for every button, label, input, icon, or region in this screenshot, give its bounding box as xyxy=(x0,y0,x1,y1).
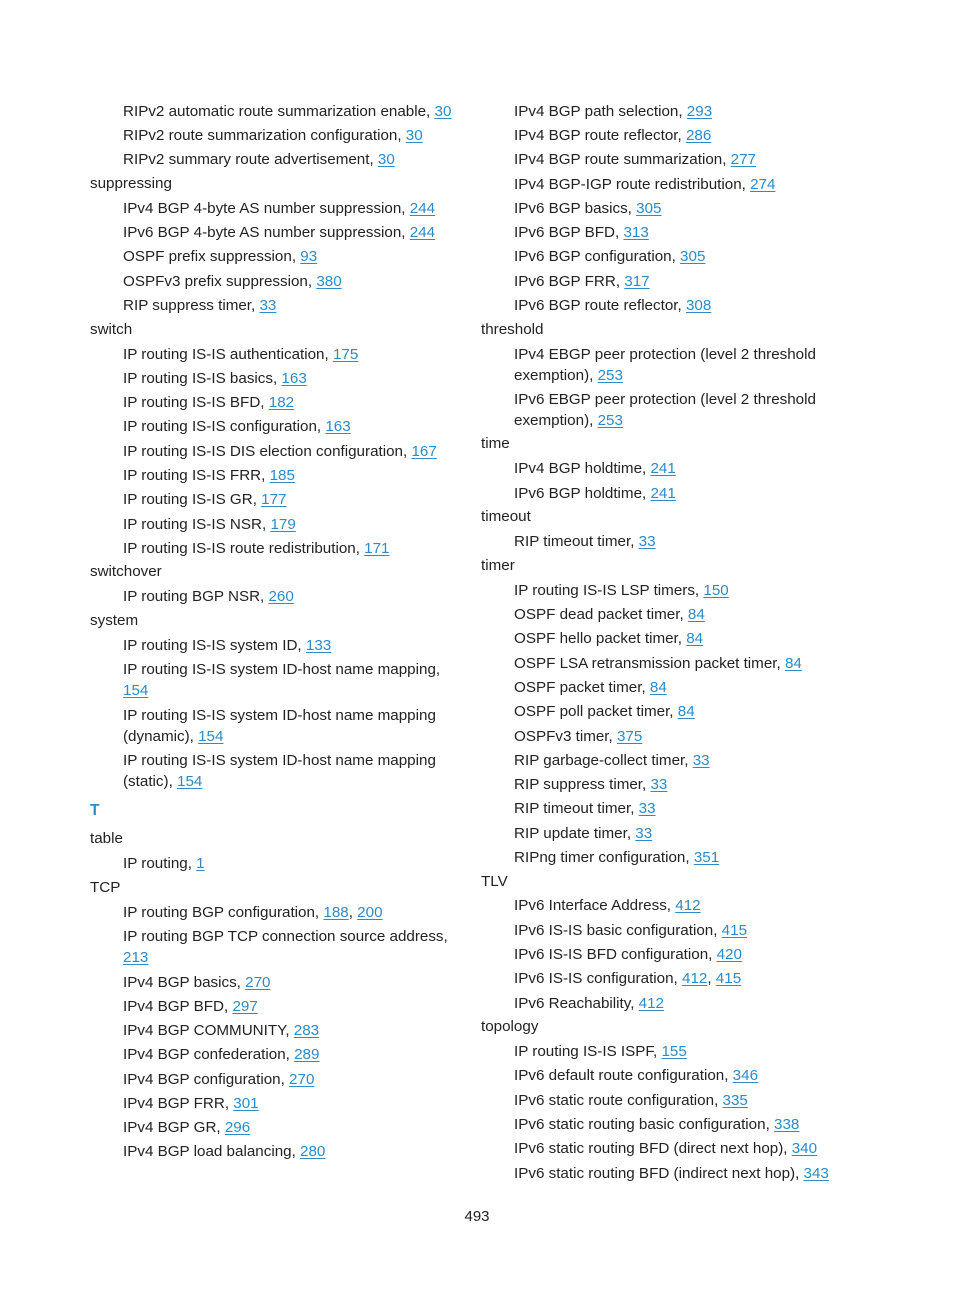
index-entry xyxy=(481,1112,861,1136)
index-entry xyxy=(90,390,462,414)
page-link[interactable]: 1 xyxy=(196,855,205,873)
index-entry xyxy=(90,703,462,748)
index-entry xyxy=(481,821,861,845)
page-link[interactable]: 308 xyxy=(685,296,712,314)
index-entry xyxy=(90,366,462,390)
index-term-table: table xyxy=(90,830,123,848)
index-entry-label: IP routing IS-IS system ID-host name mapping, xyxy=(123,661,441,679)
page-link[interactable]: 155 xyxy=(661,1043,687,1061)
index-entry xyxy=(481,293,861,317)
index-entry-label: IPv4 BGP route reflector, xyxy=(514,126,686,144)
index-entry-label: IP routing IS-IS ISPF, xyxy=(514,1043,662,1061)
index-entry xyxy=(90,1067,462,1091)
page-link[interactable]: 163 xyxy=(281,369,307,387)
index-entry xyxy=(481,220,861,244)
index-entry-label: OSPFv3 prefix suppression, xyxy=(123,272,317,290)
index-entry xyxy=(481,942,861,966)
index-entry-label: OSPF dead packet timer, xyxy=(514,606,688,624)
index-entry xyxy=(90,585,462,609)
index-entry-label: RIP suppress timer, xyxy=(514,776,651,794)
index-entry xyxy=(481,918,861,942)
index-entry-label: RIP suppress timer, xyxy=(123,296,260,314)
page-link[interactable]: 412 xyxy=(675,897,701,915)
page-link[interactable]: 154 xyxy=(177,772,203,790)
page-link[interactable]: 33 xyxy=(650,776,668,794)
page-link[interactable]: 270 xyxy=(245,973,271,991)
page-link[interactable]: 301 xyxy=(233,1094,259,1112)
index-entry-label: IP routing BGP TCP connection source address, xyxy=(123,928,448,946)
page-link[interactable]: 305 xyxy=(680,248,706,266)
page-link[interactable]: 280 xyxy=(300,1143,326,1161)
index-entry xyxy=(90,852,462,876)
index-entry-label: IPv4 BGP BFD, xyxy=(123,997,233,1015)
page-link[interactable]: 241 xyxy=(650,460,676,478)
page-link[interactable]: 380 xyxy=(316,272,342,290)
page-link[interactable]: 33 xyxy=(635,824,653,842)
page-link[interactable]: 335 xyxy=(722,1091,748,1109)
index-entry-label: OSPF prefix suppression, xyxy=(123,248,301,266)
index-entry xyxy=(481,675,861,699)
index-term-tlv: TLV xyxy=(481,872,508,890)
index-entry xyxy=(90,463,462,487)
index-entry xyxy=(90,269,462,293)
index-entry-label: IPv4 BGP 4-byte AS number suppression, xyxy=(123,199,410,217)
page-link[interactable]: 375 xyxy=(616,727,643,745)
index-entry-label: IPv6 static routing BFD (direct next hop), xyxy=(514,1140,792,1158)
index-entry xyxy=(481,269,861,293)
index-entry-label: IPv6 BGP route reflector, xyxy=(514,296,686,314)
index-entry xyxy=(481,457,861,481)
index-entry-label: RIP garbage-collect timer, xyxy=(514,751,693,769)
index-entry xyxy=(481,99,861,123)
index-entry-label: IPv6 Reachability, xyxy=(514,994,639,1012)
index-entry xyxy=(90,536,462,560)
page-link[interactable]: 270 xyxy=(289,1070,315,1088)
page-link[interactable]: 420 xyxy=(716,946,742,964)
page-link[interactable]: 289 xyxy=(294,1046,320,1064)
page-link[interactable]: 84 xyxy=(677,703,695,721)
page-link[interactable]: 241 xyxy=(650,484,676,502)
index-entry xyxy=(90,633,462,657)
index-term-system: system xyxy=(90,611,139,629)
index-entry-label: RIP update timer, xyxy=(514,824,636,842)
index-entry-label: IPv4 BGP configuration, xyxy=(123,1070,290,1088)
index-term-suppressing: suppressing xyxy=(90,174,172,192)
index-entry xyxy=(90,658,462,703)
page-link[interactable]: 338 xyxy=(774,1116,800,1134)
index-entry-label: RIPv2 route summarization configuration, xyxy=(123,126,406,144)
index-entry xyxy=(481,245,861,269)
index-entry xyxy=(481,1137,861,1161)
index-entry-label: IP routing BGP NSR, xyxy=(123,588,269,606)
index-entry-label: IP routing IS-IS DIS election configuration, xyxy=(123,442,412,460)
index-entry xyxy=(481,724,861,748)
index-entry-label: IP routing IS-IS NSR, xyxy=(123,515,271,533)
page-link[interactable]: 84 xyxy=(686,630,704,648)
index-entry xyxy=(90,293,462,317)
index-entry-label: IPv4 BGP path selection, xyxy=(514,102,687,120)
index-entry xyxy=(90,1018,462,1042)
index-entry xyxy=(481,991,861,1015)
index-entry xyxy=(90,488,462,512)
page-link[interactable]: 133 xyxy=(305,636,332,654)
page-link[interactable]: 274 xyxy=(750,175,776,193)
index-entry-label: IP routing IS-IS GR, xyxy=(123,491,262,509)
index-entry-label: IPv4 EBGP peer protection (level 2 threshold exemption), xyxy=(514,345,816,384)
page-separator: , xyxy=(348,903,358,921)
page-link[interactable]: 277 xyxy=(730,151,756,169)
page-link[interactable]: 296 xyxy=(224,1119,251,1137)
page-link[interactable]: 30 xyxy=(405,126,423,144)
index-entry-label: IPv4 BGP-IGP route redistribution, xyxy=(514,175,751,193)
page-link[interactable]: 154 xyxy=(198,727,224,745)
index-entry-label: IP routing BGP configuration, xyxy=(123,903,324,921)
page-link[interactable]: 297 xyxy=(232,997,258,1015)
index-entry-label: IP routing IS-IS BFD, xyxy=(123,394,269,412)
page-link[interactable]: 244 xyxy=(409,199,436,217)
index-entry-label: IPv6 IS-IS BFD configuration, xyxy=(514,946,717,964)
page-link[interactable]: 84 xyxy=(687,606,705,624)
index-entry-label: IPv6 BGP BFD, xyxy=(514,224,624,242)
page-link[interactable]: 179 xyxy=(270,515,296,533)
page-link[interactable]: 33 xyxy=(638,533,656,551)
index-entry-label: IP routing IS-IS system ID-host name mapping (dynamic), xyxy=(123,706,436,745)
index-column-left xyxy=(90,99,462,1164)
index-entry-label: OSPF hello packet timer, xyxy=(514,630,687,648)
index-term-tcp: TCP xyxy=(90,878,121,896)
index-term-switchover: switchover xyxy=(90,563,162,581)
page-link[interactable]: 171 xyxy=(364,539,390,557)
index-entry xyxy=(90,196,462,220)
index-entry xyxy=(90,99,462,123)
index-entry xyxy=(90,1140,462,1164)
page-link[interactable]: 305 xyxy=(636,199,662,217)
page-link[interactable]: 253 xyxy=(597,411,623,429)
page-link[interactable]: 84 xyxy=(784,654,802,672)
index-entry-label: OSPF LSA retransmission packet timer, xyxy=(514,654,785,672)
index-entry xyxy=(90,512,462,536)
index-entry xyxy=(90,123,462,147)
index-letter-heading: T xyxy=(90,802,100,820)
page-link[interactable]: 253 xyxy=(597,366,623,384)
index-entry-label: IPv4 BGP holdtime, xyxy=(514,460,651,478)
page-link[interactable]: 351 xyxy=(693,848,720,866)
index-entry xyxy=(90,415,462,439)
index-entry-label: RIP timeout timer, xyxy=(514,800,639,818)
page-link[interactable]: 244 xyxy=(409,224,436,242)
index-entry-label: IPv6 static routing basic configuration, xyxy=(514,1116,775,1134)
page-link[interactable]: 346 xyxy=(732,1067,759,1085)
index-entry-label: IPv4 BGP GR, xyxy=(123,1119,225,1137)
page-link[interactable]: 343 xyxy=(803,1164,829,1182)
index-entry xyxy=(90,1116,462,1140)
index-entry-label: IPv4 BGP route summarization, xyxy=(514,151,731,169)
index-term-timer: timer xyxy=(481,556,515,574)
index-entry-label: IPv6 static routing BFD (indirect next hop), xyxy=(514,1164,804,1182)
index-term-threshold: threshold xyxy=(481,320,544,338)
index-entry-label: IPv6 IS-IS basic configuration, xyxy=(514,921,722,939)
index-entry-label: IPv6 static route configuration, xyxy=(514,1091,723,1109)
page-link[interactable]: 188 xyxy=(323,903,349,921)
page-link[interactable]: 260 xyxy=(268,588,294,606)
index-column-right xyxy=(481,99,861,1185)
page-link[interactable]: 33 xyxy=(259,296,277,314)
index-entry-label: IP routing IS-IS route redistribution, xyxy=(123,539,365,557)
index-term-topology: topology xyxy=(481,1018,539,1036)
page-link[interactable]: 150 xyxy=(703,581,729,599)
index-entry-label: IP routing IS-IS LSP timers, xyxy=(514,581,704,599)
index-entry xyxy=(481,530,861,554)
index-entry xyxy=(481,967,861,991)
page-link[interactable]: 412 xyxy=(638,994,664,1012)
page-link[interactable]: 177 xyxy=(261,491,287,509)
page-link[interactable]: 415 xyxy=(715,970,742,988)
index-term-switch: switch xyxy=(90,320,133,338)
index-entry xyxy=(481,748,861,772)
page-link[interactable]: 30 xyxy=(377,151,395,169)
page-link[interactable]: 412 xyxy=(682,970,708,988)
page-separator: , xyxy=(707,970,716,988)
index-term-time: time xyxy=(481,435,510,453)
page-link[interactable]: 33 xyxy=(638,800,656,818)
index-entry xyxy=(481,845,861,869)
index-entry-label: IPv4 BGP COMMUNITY, xyxy=(123,1022,294,1040)
index-entry xyxy=(481,894,861,918)
index-entry xyxy=(481,342,861,387)
page-link[interactable]: 283 xyxy=(293,1022,320,1040)
index-entry xyxy=(481,196,861,220)
page-link[interactable]: 415 xyxy=(721,921,748,939)
index-entry xyxy=(90,748,462,793)
index-entry-label: IPv6 BGP FRR, xyxy=(514,272,625,290)
index-entry-label: OSPF packet timer, xyxy=(514,678,650,696)
index-entry-label: IP routing IS-IS basics, xyxy=(123,369,282,387)
index-entry-label: IPv6 BGP 4-byte AS number suppression, xyxy=(123,224,410,242)
page-link[interactable]: 200 xyxy=(357,903,383,921)
index-entry-label: IP routing IS-IS system ID, xyxy=(123,636,306,654)
index-entry xyxy=(90,994,462,1018)
index-entry xyxy=(481,123,861,147)
index-entry xyxy=(481,148,861,172)
index-entry-label: IPv6 IS-IS configuration, xyxy=(514,970,682,988)
index-term-timeout: timeout xyxy=(481,508,531,526)
index-entry xyxy=(481,1161,861,1185)
index-entry xyxy=(90,1043,462,1067)
page-link[interactable]: 84 xyxy=(649,678,667,696)
page-link[interactable]: 313 xyxy=(623,224,649,242)
page-link[interactable]: 154 xyxy=(123,682,149,700)
index-entry xyxy=(481,387,861,432)
index-entry xyxy=(90,439,462,463)
index-entry xyxy=(90,342,462,366)
index-entry-label: IP routing, xyxy=(123,855,197,873)
index-entry xyxy=(481,481,861,505)
page-link[interactable]: 185 xyxy=(269,466,295,484)
index-entry xyxy=(90,925,462,970)
page-link[interactable]: 286 xyxy=(685,126,712,144)
index-entry-label: IPv6 BGP holdtime, xyxy=(514,484,651,502)
page-link[interactable]: 33 xyxy=(692,751,710,769)
index-entry-label: IP routing IS-IS authentication, xyxy=(123,345,333,363)
index-entry xyxy=(481,797,861,821)
page-link[interactable]: 182 xyxy=(268,394,295,412)
index-entry-label: IPv6 default route configuration, xyxy=(514,1067,733,1085)
page-link[interactable]: 30 xyxy=(434,102,452,120)
index-entry xyxy=(481,772,861,796)
index-entry xyxy=(90,970,462,994)
index-entry xyxy=(481,651,861,675)
index-entry-label: OSPF poll packet timer, xyxy=(514,703,678,721)
index-entry-label: RIPv2 automatic route summarization enable, xyxy=(123,102,435,120)
index-entry-label: IPv4 BGP FRR, xyxy=(123,1094,234,1112)
index-entry xyxy=(481,1088,861,1112)
index-entry xyxy=(481,578,861,602)
index-entry-label: RIPv2 summary route advertisement, xyxy=(123,151,378,169)
page-number: 493 xyxy=(464,1208,490,1225)
page-link[interactable]: 213 xyxy=(123,949,149,967)
index-entry-label: IPv4 BGP basics, xyxy=(123,973,246,991)
index-entry xyxy=(90,900,462,924)
index-entry-label: OSPFv3 timer, xyxy=(514,727,617,745)
index-entry-label: IPv4 BGP confederation, xyxy=(123,1046,295,1064)
page-link[interactable]: 93 xyxy=(300,248,318,266)
index-entry xyxy=(481,627,861,651)
index-entry-label: IPv6 BGP configuration, xyxy=(514,248,681,266)
page-link[interactable]: 175 xyxy=(332,345,359,363)
index-entry xyxy=(481,1064,861,1088)
index-entry-label: IP routing IS-IS configuration, xyxy=(123,418,326,436)
index-entry xyxy=(481,1040,861,1064)
index-entry-label: IPv6 Interface Address, xyxy=(514,897,676,915)
page-link[interactable]: 340 xyxy=(791,1140,818,1158)
index-entry-label: RIP timeout timer, xyxy=(514,533,639,551)
page-link[interactable]: 163 xyxy=(325,418,351,436)
index-entry xyxy=(90,1091,462,1115)
page-link[interactable]: 293 xyxy=(686,102,713,120)
index-entry xyxy=(90,245,462,269)
index-entry-label: IPv4 BGP load balancing, xyxy=(123,1143,301,1161)
index-entry-label: IP routing IS-IS system ID-host name mapping (static), xyxy=(123,751,436,790)
index-entry xyxy=(481,602,861,626)
index-entry xyxy=(481,700,861,724)
index-entry xyxy=(90,148,462,172)
page-link[interactable]: 317 xyxy=(624,272,650,290)
index-entry-label: IPv6 EBGP peer protection (level 2 threshold exemption), xyxy=(514,390,816,429)
index-entry-label: IPv6 BGP basics, xyxy=(514,199,637,217)
index-entry xyxy=(481,172,861,196)
index-entry-label: RIPng timer configuration, xyxy=(514,848,694,866)
index-entry xyxy=(90,220,462,244)
page-link[interactable]: 167 xyxy=(411,442,437,460)
index-entry-label: IP routing IS-IS FRR, xyxy=(123,466,270,484)
